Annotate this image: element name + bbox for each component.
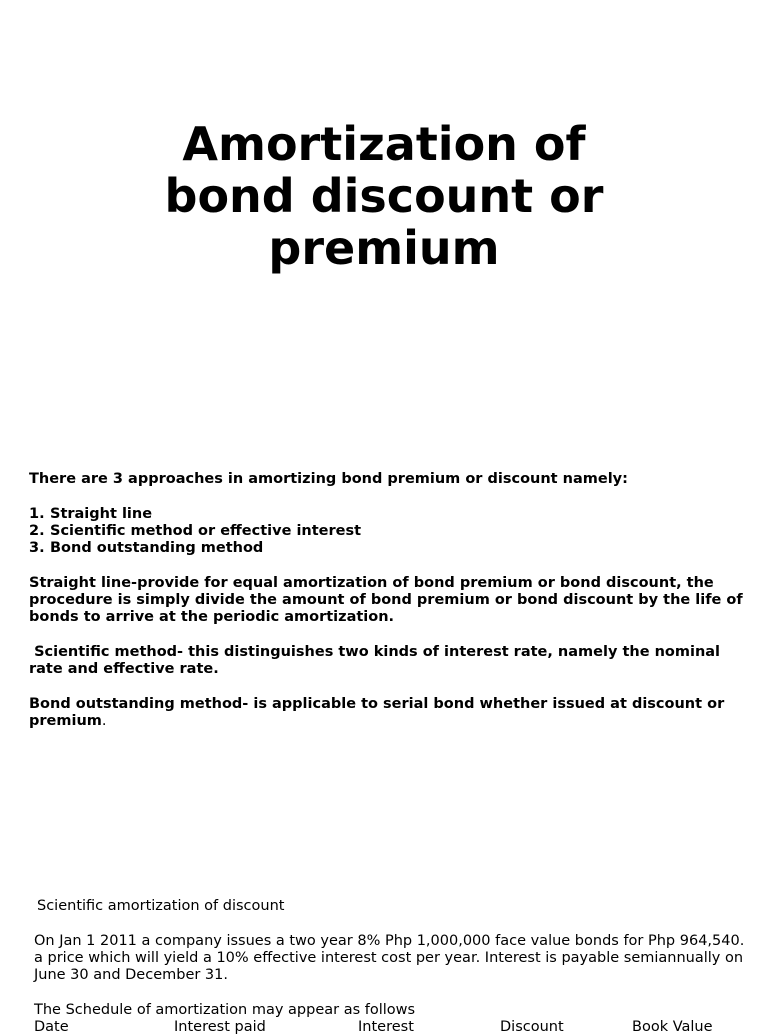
list-item-text: Straight line (50, 505, 153, 522)
schedule-column-date: Date (34, 1019, 69, 1036)
list-item (29, 523, 749, 540)
bond-outstanding-text: Bond outstanding method- is applicable to serial bond whether issued at discount or premium (29, 695, 725, 730)
scientific-amortization-heading: Scientific amortization of discount (37, 898, 285, 914)
approaches-intro: There are 3 approaches in amortizing bond premium or discount namely: (29, 471, 628, 487)
scientific-amortization-section (34, 898, 746, 1036)
list-item-number: 3. (29, 540, 45, 557)
list-item-text: Scientific method or effective interest (50, 522, 362, 539)
bond-outstanding-period: . (101, 713, 107, 730)
approaches-section (29, 471, 749, 748)
example-paragraph: On Jan 1 2011 a company issues a two year 8% Php 1,000,000 face value bonds for Php 964,540. a price which will yield a 10% effective interest cost per year. Interest is payable semiannually on June 30 and December 31. (34, 932, 745, 984)
title-line-3: premium (268, 221, 500, 275)
approaches-list (29, 506, 749, 558)
list-item (29, 540, 749, 557)
schedule-column-interest: Interest (358, 1019, 414, 1036)
schedule-intro: The Schedule of amortization may appear as follows (34, 1001, 416, 1018)
list-item-number: 1. (29, 505, 45, 522)
schedule-column-discount: Discount (500, 1019, 564, 1036)
straight-line-definition: Straight line-provide for equal amortization of bond premium or bond discount, the procedure is simply divide the amount of bond premium or bond discount by the life of bonds to arrive at the periodic amortization. (29, 574, 743, 626)
schedule-column-interest-paid: Interest paid (174, 1019, 266, 1036)
list-item (29, 506, 749, 523)
schedule-column-book-value: Book Value (632, 1019, 713, 1036)
list-item-number: 2. (29, 522, 45, 539)
page-title (0, 118, 768, 274)
list-item-text: Bond outstanding method (50, 540, 264, 557)
scientific-method-definition: Scientific method- this distinguishes two kinds of interest rate, namely the nominal rate and effective rate. (29, 643, 726, 678)
schedule-header-row (34, 1019, 746, 1036)
title-line-2: bond discount or (164, 169, 604, 223)
title-line-1: Amortization of (182, 117, 586, 171)
bond-outstanding-definition (29, 696, 749, 731)
